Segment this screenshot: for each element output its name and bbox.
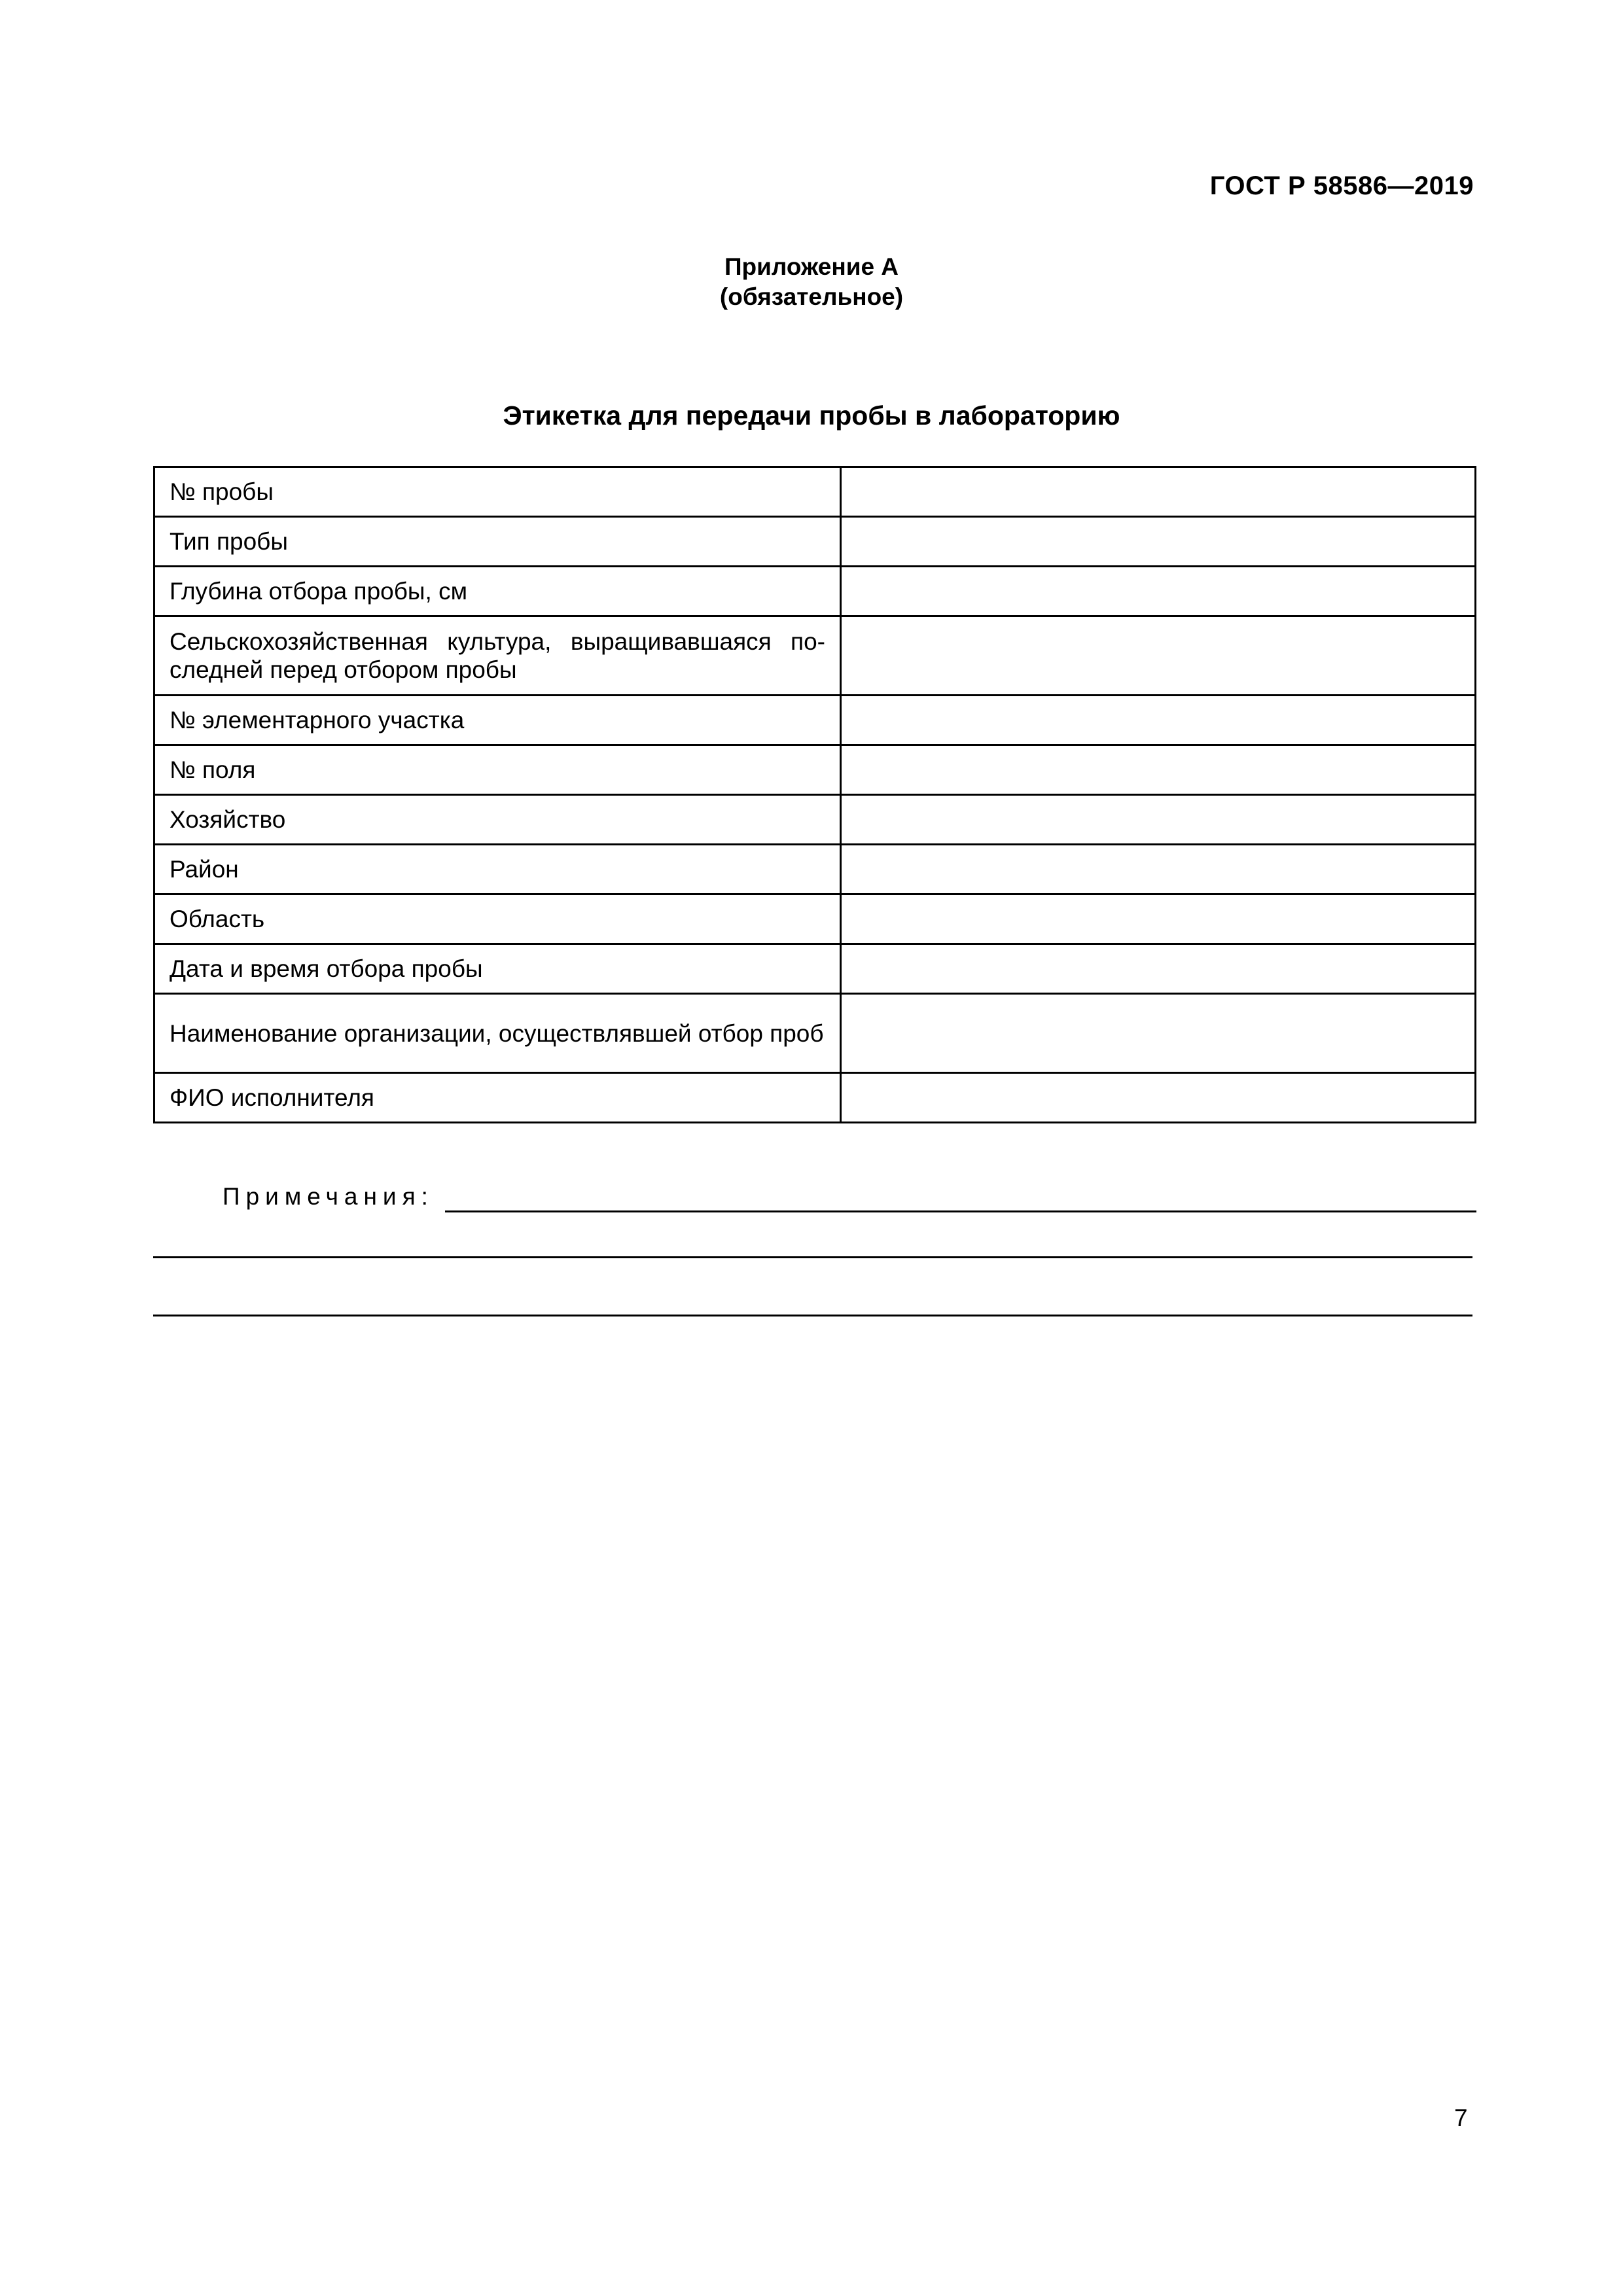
field-value[interactable]	[841, 616, 1476, 696]
field-value[interactable]	[841, 467, 1476, 517]
field-value[interactable]	[841, 845, 1476, 894]
label-title: Этикетка для передачи пробы в лабораторию	[503, 400, 1120, 431]
notes-label: Примечания:	[223, 1183, 434, 1210]
field-value[interactable]	[841, 994, 1476, 1073]
notes-line-2[interactable]	[153, 1256, 1472, 1258]
field-name: Область	[154, 894, 841, 944]
notes-line-3[interactable]	[153, 1315, 1472, 1316]
table-row	[154, 745, 1476, 795]
table-row	[154, 894, 1476, 944]
table-row	[154, 567, 1476, 616]
field-value[interactable]	[841, 696, 1476, 745]
field-value[interactable]	[841, 745, 1476, 795]
field-name: Глубина отбора пробы, см	[154, 567, 841, 616]
table-row	[154, 795, 1476, 845]
table-row	[154, 1073, 1476, 1123]
field-name: Сельскохозяйственная культура, выращивавшаяся по-следней перед отбором пробы	[154, 616, 841, 696]
field-value[interactable]	[841, 567, 1476, 616]
appendix-heading	[0, 252, 1623, 312]
field-value[interactable]	[841, 795, 1476, 845]
table-row	[154, 616, 1476, 696]
field-name: № элементарного участка	[154, 696, 841, 745]
field-name: Хозяйство	[154, 795, 841, 845]
appendix-title: Приложение А	[724, 253, 899, 280]
field-name: № поля	[154, 745, 841, 795]
appendix-status: (обязательное)	[719, 283, 904, 310]
page-number: 7	[1454, 2104, 1468, 2131]
field-value[interactable]	[841, 1073, 1476, 1123]
sample-label-table	[153, 466, 1476, 1123]
field-name: Наименование организации, осуществлявшей отбор проб	[154, 994, 841, 1073]
field-name: Дата и время отбора пробы	[154, 944, 841, 994]
table-row	[154, 994, 1476, 1073]
field-name: ФИО исполнителя	[154, 1073, 841, 1123]
field-name: Тип пробы	[154, 517, 841, 567]
field-value[interactable]	[841, 517, 1476, 567]
table-row	[154, 845, 1476, 894]
table-row	[154, 944, 1476, 994]
field-name: Район	[154, 845, 841, 894]
notes-line-1[interactable]	[445, 1210, 1476, 1212]
field-name: № пробы	[154, 467, 841, 517]
field-value[interactable]	[841, 894, 1476, 944]
standard-code: ГОСТ Р 58586—2019	[1209, 171, 1474, 200]
table-row	[154, 696, 1476, 745]
field-value[interactable]	[841, 944, 1476, 994]
table-row	[154, 467, 1476, 517]
table-row	[154, 517, 1476, 567]
